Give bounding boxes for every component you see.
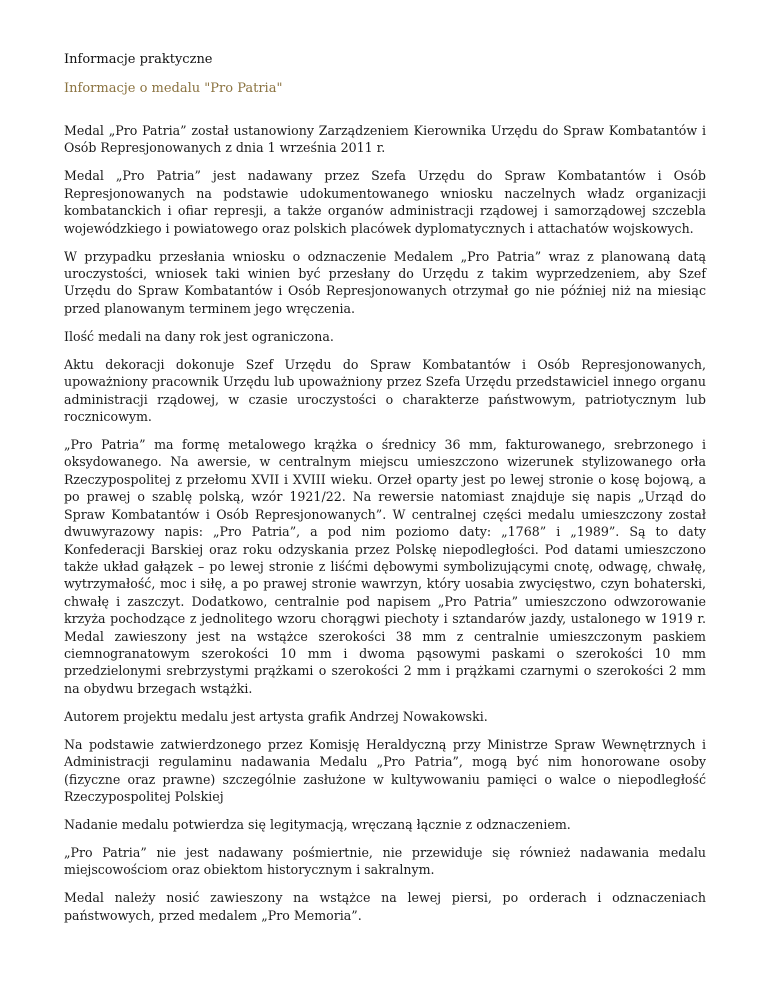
paragraph-application-timing: W przypadku przesłania wniosku o odznaczenie Medalem „Pro Patria” wraz z planowaną datą uroczystości, wniosek taki winien być przesłany do Urzędu z takim wyprzedzeniem, aby Szef Urzędu do Spraw Kombatantów i Osób Represjonowanych otrzymał go nie później niż na miesiąc przed planowanym terminem jego wręczenia. — [64, 248, 706, 316]
paragraph-decoration-act: Aktu dekoracji dokonuje Szef Urzędu do Spraw Kombatantów i Osób Represjonowanych, upoważniony pracownik Urzędu lub upoważniony przez Szefa Urzędu przedstawiciel innego organu administracji rządowej, w czasie uroczystości o charakterze państwowym, patriotycznym lub rocznicowym. — [64, 356, 706, 425]
page-title: Informacje o medalu "Pro Patria" — [64, 81, 283, 96]
paragraph-restrictions: „Pro Patria” nie jest nadawany pośmiertnie, nie przewiduje się również nadawania medalu miejscowościom oraz obiektom historycznym i sakralnym. — [64, 844, 706, 878]
paragraph-medal-description: „Pro Patria” ma formę metalowego krążka o średnicy 36 mm, fakturowanego, srebrzonego i oksydowanego. Na awersie, w centralnym miejscu umieszczono wizerunek stylizowanego orła Rzeczypospolitej z przełomu XVII i XVIII wieku. Orzeł oparty jest po lewej stronie o kosę bojową, a po prawej o szablę polską, wzór 1921/22. Na rewersie natomiast znajduje się napis „Urząd do Spraw Kombatantów i Osób Represjonowanych”. W centralnej części medalu umieszczony został dwuwyrazowy napis: „Pro Patria”, a pod nim poziomo daty: „1768” i „1989”. Są to daty Konfederacji Barskiej oraz roku odzyskania przez Polskę niepodległości. Pod datami umieszczono także układ gałązek – po lewej stronie z liśćmi dębowymi symbolizującymi cnotę, odwagę, chwałę, wytrzymałość, moc i siłę, a po prawej stronie wawrzyn, który uosabia zwycięstwo, czyn bohaterski, chwałę i zaszczyt. Dodatkowo, centralnie pod napisem „Pro Patria” umieszczono odwzorowanie krzyża pochodzące z jednolitego wzoru chorągwi piechoty i sztandarów jazdy, ustalonego w 1919 r. Medal zawieszony jest na wstążce szerokości 38 mm z centralnie umieszczonym paskiem ciemnogranatowym szerokości 10 mm i dwoma pąsowymi paskami o szerokości 10 mm przedzielonymi srebrzystymi prążkami o szerokości 2 mm i prążkami czarnymi o szerokości 2 mm na obydwu brzegach wstążki. — [64, 437, 706, 696]
paragraph-establishment: Medal „Pro Patria” został ustanowiony Zarządzeniem Kierownika Urzędu do Spraw Kombatantów i Osób Represjonowanych z dnia 1 września 2011 r. — [64, 123, 706, 156]
paragraph-eligibility: Na podstawie zatwierdzonego przez Komisję Heraldyczną przy Ministrze Spraw Wewnętrznych i Administracji regulaminu nadawania Medalu „Pro Patria”, mogą być nim honorowane osoby (fizyczne oraz prawne) szczególnie zasłużone w kultywowaniu pamięci o walce o niepodległość Rzeczypospolitej Polskiej — [64, 736, 706, 804]
paragraph-wearing: Medal należy nosić zawieszony na wstążce na lewej piersi, po orderach i odznaczeniach państwowych, przed medalem „Pro Memoria”. — [64, 890, 706, 923]
section-label: Informacje praktyczne — [64, 52, 213, 67]
paragraph-designer: Autorem projektu medalu jest artysta grafik Andrzej Nowakowski. — [64, 708, 488, 724]
paragraph-annual-limit: Ilość medali na dany rok jest ograniczona. — [64, 328, 334, 344]
paragraph-awarding-authority: Medal „Pro Patria” jest nadawany przez Szefa Urzędu do Spraw Kombatantów i Osób Represjonowanych na podstawie udokumentowanego wniosku naczelnych władz organizacji kombatanckich i ofiar represji, a także organów administracji rządowej i samorządowej szczebla wojewódzkiego i powiatowego oraz polskich placówek dyplomatycznych i attachatów wojskowych. — [64, 168, 706, 236]
article-body — [64, 122, 706, 935]
paragraph-certificate: Nadanie medalu potwierdza się legitymacją, wręczaną łącznie z odznaczeniem. — [64, 816, 571, 832]
